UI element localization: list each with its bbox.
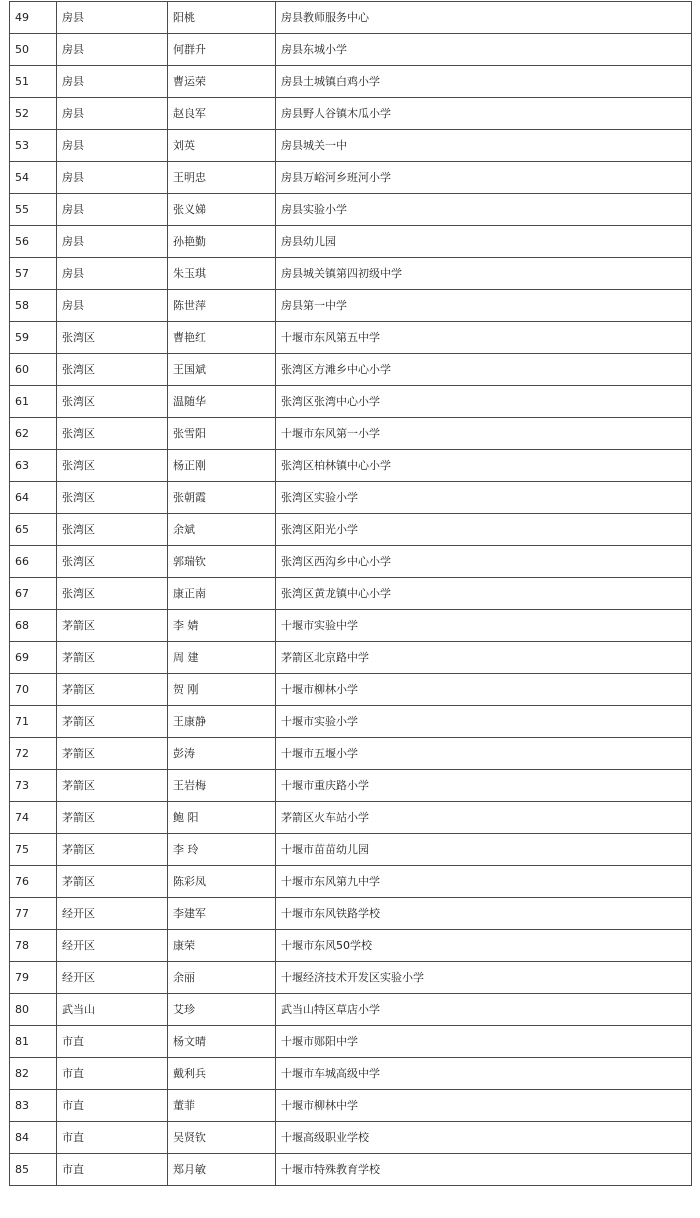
name-cell: 曹运荣 bbox=[168, 66, 276, 98]
district-cell: 茅箭区 bbox=[57, 802, 168, 834]
unit-cell: 十堰市东风50学校 bbox=[276, 930, 692, 962]
row-number-cell: 72 bbox=[10, 738, 57, 770]
row-number-cell: 64 bbox=[10, 482, 57, 514]
name-cell: 朱玉琪 bbox=[168, 258, 276, 290]
name-cell: 吴贤钦 bbox=[168, 1122, 276, 1154]
district-cell: 市直 bbox=[57, 1058, 168, 1090]
district-cell: 张湾区 bbox=[57, 578, 168, 610]
district-cell: 市直 bbox=[57, 1090, 168, 1122]
table-row bbox=[10, 962, 692, 994]
unit-cell: 十堰市东风第九中学 bbox=[276, 866, 692, 898]
unit-cell: 武当山特区草店小学 bbox=[276, 994, 692, 1026]
district-cell: 张湾区 bbox=[57, 514, 168, 546]
district-cell: 经开区 bbox=[57, 930, 168, 962]
table-row bbox=[10, 1154, 692, 1186]
unit-cell: 房县城关镇第四初级中学 bbox=[276, 258, 692, 290]
row-number-cell: 73 bbox=[10, 770, 57, 802]
row-number-cell: 77 bbox=[10, 898, 57, 930]
table-row bbox=[10, 834, 692, 866]
table-row bbox=[10, 1122, 692, 1154]
table-row bbox=[10, 546, 692, 578]
row-number-cell: 70 bbox=[10, 674, 57, 706]
row-number-cell: 58 bbox=[10, 290, 57, 322]
table-row bbox=[10, 1090, 692, 1122]
district-cell: 武当山 bbox=[57, 994, 168, 1026]
unit-cell: 张湾区柏林镇中心小学 bbox=[276, 450, 692, 482]
unit-cell: 房县幼儿园 bbox=[276, 226, 692, 258]
row-number-cell: 76 bbox=[10, 866, 57, 898]
row-number-cell: 62 bbox=[10, 418, 57, 450]
row-number-cell: 66 bbox=[10, 546, 57, 578]
table-row bbox=[10, 514, 692, 546]
roster-table-body bbox=[10, 2, 692, 1186]
district-cell: 经开区 bbox=[57, 962, 168, 994]
unit-cell: 十堰市重庆路小学 bbox=[276, 770, 692, 802]
name-cell: 郑月敏 bbox=[168, 1154, 276, 1186]
unit-cell: 十堰市东风第一小学 bbox=[276, 418, 692, 450]
unit-cell: 十堰高级职业学校 bbox=[276, 1122, 692, 1154]
name-cell: 何群升 bbox=[168, 34, 276, 66]
table-row bbox=[10, 450, 692, 482]
row-number-cell: 75 bbox=[10, 834, 57, 866]
name-cell: 孙艳勤 bbox=[168, 226, 276, 258]
table-row bbox=[10, 2, 692, 34]
unit-cell: 张湾区方滩乡中心小学 bbox=[276, 354, 692, 386]
table-row bbox=[10, 930, 692, 962]
table-row bbox=[10, 994, 692, 1026]
district-cell: 张湾区 bbox=[57, 354, 168, 386]
name-cell: 王国斌 bbox=[168, 354, 276, 386]
district-cell: 房县 bbox=[57, 290, 168, 322]
district-cell: 张湾区 bbox=[57, 546, 168, 578]
name-cell: 曹艳红 bbox=[168, 322, 276, 354]
row-number-cell: 82 bbox=[10, 1058, 57, 1090]
table-row bbox=[10, 226, 692, 258]
unit-cell: 十堰市柳林小学 bbox=[276, 674, 692, 706]
unit-cell: 十堰市五堰小学 bbox=[276, 738, 692, 770]
district-cell: 经开区 bbox=[57, 898, 168, 930]
unit-cell: 张湾区西沟乡中心小学 bbox=[276, 546, 692, 578]
row-number-cell: 59 bbox=[10, 322, 57, 354]
unit-cell: 茅箭区北京路中学 bbox=[276, 642, 692, 674]
district-cell: 房县 bbox=[57, 258, 168, 290]
name-cell: 陈世萍 bbox=[168, 290, 276, 322]
table-row bbox=[10, 386, 692, 418]
district-cell: 房县 bbox=[57, 226, 168, 258]
unit-cell: 房县第一中学 bbox=[276, 290, 692, 322]
table-row bbox=[10, 66, 692, 98]
district-cell: 房县 bbox=[57, 34, 168, 66]
unit-cell: 张湾区张湾中心小学 bbox=[276, 386, 692, 418]
district-cell: 茅箭区 bbox=[57, 706, 168, 738]
name-cell: 阳桃 bbox=[168, 2, 276, 34]
district-cell: 房县 bbox=[57, 194, 168, 226]
table-row bbox=[10, 578, 692, 610]
name-cell: 余丽 bbox=[168, 962, 276, 994]
name-cell: 李 婧 bbox=[168, 610, 276, 642]
name-cell: 陈彩凤 bbox=[168, 866, 276, 898]
district-cell: 张湾区 bbox=[57, 386, 168, 418]
name-cell: 温随华 bbox=[168, 386, 276, 418]
unit-cell: 十堰市特殊教育学校 bbox=[276, 1154, 692, 1186]
row-number-cell: 63 bbox=[10, 450, 57, 482]
name-cell: 鲍 阳 bbox=[168, 802, 276, 834]
table-row bbox=[10, 34, 692, 66]
unit-cell: 房县万峪河乡班河小学 bbox=[276, 162, 692, 194]
table-row bbox=[10, 290, 692, 322]
unit-cell: 十堰市东风铁路学校 bbox=[276, 898, 692, 930]
name-cell: 康正南 bbox=[168, 578, 276, 610]
district-cell: 张湾区 bbox=[57, 418, 168, 450]
row-number-cell: 85 bbox=[10, 1154, 57, 1186]
unit-cell: 十堰市实验小学 bbox=[276, 706, 692, 738]
unit-cell: 十堰市柳林中学 bbox=[276, 1090, 692, 1122]
district-cell: 市直 bbox=[57, 1154, 168, 1186]
row-number-cell: 50 bbox=[10, 34, 57, 66]
row-number-cell: 81 bbox=[10, 1026, 57, 1058]
district-cell: 茅箭区 bbox=[57, 866, 168, 898]
row-number-cell: 84 bbox=[10, 1122, 57, 1154]
name-cell: 余斌 bbox=[168, 514, 276, 546]
name-cell: 张义娣 bbox=[168, 194, 276, 226]
name-cell: 赵良军 bbox=[168, 98, 276, 130]
name-cell: 董菲 bbox=[168, 1090, 276, 1122]
row-number-cell: 60 bbox=[10, 354, 57, 386]
name-cell: 周 建 bbox=[168, 642, 276, 674]
district-cell: 市直 bbox=[57, 1026, 168, 1058]
table-row bbox=[10, 258, 692, 290]
row-number-cell: 52 bbox=[10, 98, 57, 130]
unit-cell: 十堰市车城高级中学 bbox=[276, 1058, 692, 1090]
name-cell: 贺 刚 bbox=[168, 674, 276, 706]
row-number-cell: 56 bbox=[10, 226, 57, 258]
row-number-cell: 61 bbox=[10, 386, 57, 418]
table-row bbox=[10, 1026, 692, 1058]
unit-cell: 茅箭区火车站小学 bbox=[276, 802, 692, 834]
unit-cell: 十堰经济技术开发区实验小学 bbox=[276, 962, 692, 994]
district-cell: 房县 bbox=[57, 98, 168, 130]
row-number-cell: 49 bbox=[10, 2, 57, 34]
row-number-cell: 79 bbox=[10, 962, 57, 994]
table-row bbox=[10, 674, 692, 706]
row-number-cell: 65 bbox=[10, 514, 57, 546]
name-cell: 戴利兵 bbox=[168, 1058, 276, 1090]
name-cell: 王康静 bbox=[168, 706, 276, 738]
unit-cell: 十堰市实验中学 bbox=[276, 610, 692, 642]
unit-cell: 房县野人谷镇木瓜小学 bbox=[276, 98, 692, 130]
table-row bbox=[10, 162, 692, 194]
name-cell: 李 玲 bbox=[168, 834, 276, 866]
unit-cell: 十堰市郧阳中学 bbox=[276, 1026, 692, 1058]
district-cell: 茅箭区 bbox=[57, 834, 168, 866]
name-cell: 康荣 bbox=[168, 930, 276, 962]
name-cell: 郭瑞钦 bbox=[168, 546, 276, 578]
unit-cell: 张湾区实验小学 bbox=[276, 482, 692, 514]
row-number-cell: 57 bbox=[10, 258, 57, 290]
table-row bbox=[10, 770, 692, 802]
table-row bbox=[10, 130, 692, 162]
row-number-cell: 67 bbox=[10, 578, 57, 610]
row-number-cell: 69 bbox=[10, 642, 57, 674]
table-row bbox=[10, 642, 692, 674]
name-cell: 刘英 bbox=[168, 130, 276, 162]
unit-cell: 房县教师服务中心 bbox=[276, 2, 692, 34]
table-row bbox=[10, 98, 692, 130]
unit-cell: 十堰市东风第五中学 bbox=[276, 322, 692, 354]
row-number-cell: 51 bbox=[10, 66, 57, 98]
unit-cell: 张湾区阳光小学 bbox=[276, 514, 692, 546]
table-row bbox=[10, 194, 692, 226]
unit-cell: 房县城关一中 bbox=[276, 130, 692, 162]
row-number-cell: 80 bbox=[10, 994, 57, 1026]
table-row bbox=[10, 482, 692, 514]
unit-cell: 张湾区黄龙镇中心小学 bbox=[276, 578, 692, 610]
table-row bbox=[10, 354, 692, 386]
district-cell: 市直 bbox=[57, 1122, 168, 1154]
row-number-cell: 68 bbox=[10, 610, 57, 642]
district-cell: 张湾区 bbox=[57, 482, 168, 514]
name-cell: 艾珍 bbox=[168, 994, 276, 1026]
unit-cell: 房县土城镇白鸡小学 bbox=[276, 66, 692, 98]
table-row bbox=[10, 802, 692, 834]
district-cell: 房县 bbox=[57, 162, 168, 194]
unit-cell: 房县东城小学 bbox=[276, 34, 692, 66]
row-number-cell: 78 bbox=[10, 930, 57, 962]
district-cell: 房县 bbox=[57, 66, 168, 98]
name-cell: 王明忠 bbox=[168, 162, 276, 194]
row-number-cell: 83 bbox=[10, 1090, 57, 1122]
name-cell: 王岩梅 bbox=[168, 770, 276, 802]
name-cell: 杨文晴 bbox=[168, 1026, 276, 1058]
row-number-cell: 53 bbox=[10, 130, 57, 162]
name-cell: 杨正刚 bbox=[168, 450, 276, 482]
name-cell: 张朝霞 bbox=[168, 482, 276, 514]
district-cell: 茅箭区 bbox=[57, 770, 168, 802]
district-cell: 茅箭区 bbox=[57, 610, 168, 642]
unit-cell: 房县实验小学 bbox=[276, 194, 692, 226]
table-row bbox=[10, 738, 692, 770]
row-number-cell: 55 bbox=[10, 194, 57, 226]
district-cell: 茅箭区 bbox=[57, 738, 168, 770]
district-cell: 茅箭区 bbox=[57, 674, 168, 706]
table-row bbox=[10, 866, 692, 898]
table-row bbox=[10, 1058, 692, 1090]
district-cell: 房县 bbox=[57, 2, 168, 34]
district-cell: 张湾区 bbox=[57, 450, 168, 482]
table-row bbox=[10, 706, 692, 738]
name-cell: 李建军 bbox=[168, 898, 276, 930]
district-cell: 张湾区 bbox=[57, 322, 168, 354]
table-row bbox=[10, 610, 692, 642]
row-number-cell: 74 bbox=[10, 802, 57, 834]
district-cell: 房县 bbox=[57, 130, 168, 162]
unit-cell: 十堰市苗苗幼儿园 bbox=[276, 834, 692, 866]
row-number-cell: 71 bbox=[10, 706, 57, 738]
table-row bbox=[10, 898, 692, 930]
name-cell: 彭涛 bbox=[168, 738, 276, 770]
name-cell: 张雪阳 bbox=[168, 418, 276, 450]
table-row bbox=[10, 322, 692, 354]
table-row bbox=[10, 418, 692, 450]
roster-table bbox=[9, 1, 692, 1186]
row-number-cell: 54 bbox=[10, 162, 57, 194]
district-cell: 茅箭区 bbox=[57, 642, 168, 674]
